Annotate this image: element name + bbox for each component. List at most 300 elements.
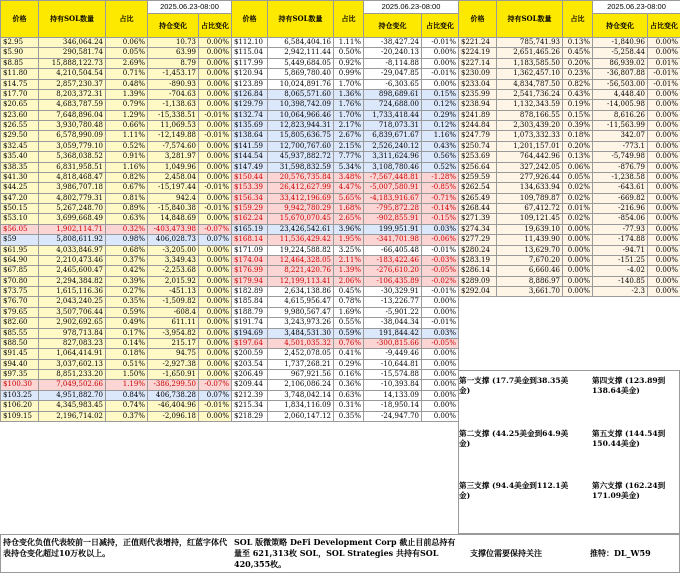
cell-holdings: 9,942,780.29 (268, 204, 334, 214)
cell-share-change: -0.05% (422, 266, 459, 276)
cell-holding-change: -608.4 (148, 307, 199, 317)
cell-holding-change: -386,299.50 (148, 380, 199, 390)
cell-holdings: 7,049,502.66 (39, 380, 106, 390)
cell-holdings: 20,576,735.84 (268, 172, 334, 182)
table-row (232, 58, 459, 68)
cell-share: 0.89% (106, 204, 148, 214)
cell-share-change: 0.12% (422, 100, 459, 110)
cell-share-change: -1.28% (422, 172, 459, 182)
cell-holding-change: -5,901.22 (364, 307, 422, 317)
cell-share-change: 0.00% (199, 193, 232, 203)
cell-share: 0.49% (106, 318, 148, 328)
cell-holdings: 2,541,736.24 (497, 89, 563, 99)
cell-holdings: 2,060,147.12 (268, 411, 334, 421)
cell-price: $138.64 (232, 131, 268, 141)
cell-share-change: 0.00% (648, 152, 680, 162)
table-row (232, 235, 459, 245)
cell-price: $268.44 (459, 204, 497, 214)
cell-holdings: 4,345,983.45 (39, 401, 106, 411)
cell-holdings: 4,818,468.47 (39, 172, 106, 182)
cell-holding-change: 1,049.96 (148, 162, 199, 172)
cell-price: $174.04 (232, 255, 268, 265)
cell-share: 0.00% (563, 255, 593, 265)
cell-price: $176.99 (232, 266, 268, 276)
cell-price: $209.44 (232, 380, 268, 390)
cell-share: 1.95% (334, 235, 364, 245)
cell-holding-change: -15,840.38 (148, 204, 199, 214)
cell-share: 0.59% (106, 307, 148, 317)
cell-share: 0.15% (563, 110, 593, 120)
cell-share: 1.68% (334, 204, 364, 214)
cell-share: 0.16% (334, 370, 364, 380)
cell-holding-change: 3,349.43 (148, 255, 199, 265)
cell-holding-change: -36,807.88 (593, 69, 648, 79)
cell-price: $147.49 (232, 162, 268, 172)
col-price: 价格 (1, 1, 39, 38)
cell-holding-change: -1,453.17 (148, 69, 199, 79)
cell-holdings: 8,221,420.76 (268, 266, 334, 276)
cell-share: 1.36% (334, 89, 364, 99)
support-4: 第四支撑 (123.89到138.64美金) (592, 376, 678, 396)
cell-holding-change: -66,405.48 (364, 245, 422, 255)
cell-share: 1.19% (106, 380, 148, 390)
cell-share: 0.00% (563, 266, 593, 276)
cell-price: $82.60 (1, 318, 39, 328)
col-price: 价格 (232, 1, 268, 38)
cell-holdings: 4,683,787.59 (39, 100, 106, 110)
support-3: 第三支撑 (94.4美金到112.1美金) (459, 481, 577, 501)
table-row (459, 58, 680, 68)
cell-holding-change: -2,927.38 (148, 359, 199, 369)
cell-share-change: -0.02% (422, 276, 459, 286)
table-row (1, 38, 232, 48)
cell-holding-change: -106,435.89 (364, 276, 422, 286)
cell-price: $224.19 (459, 48, 497, 58)
cell-holdings: 19,639.10 (497, 224, 563, 234)
cell-share: 0.05% (563, 172, 593, 182)
cell-share: 0.00% (563, 235, 593, 245)
cell-share-change: 0.00% (199, 359, 232, 369)
cell-share-change: 0.00% (199, 255, 232, 265)
support-1: 第一支撑 (17.7美金到38.35美金) (459, 376, 577, 396)
cell-holding-change: -18,950.14 (364, 401, 422, 411)
cell-holdings: 2,106,086.24 (268, 380, 334, 390)
cell-holdings: 15,805,636.75 (268, 131, 334, 141)
cell-holding-change: 14,133.09 (364, 390, 422, 400)
cell-share-change: 0.00% (648, 214, 680, 224)
table-row (232, 318, 459, 328)
cell-share: 0.43% (563, 89, 593, 99)
cell-price: $197.64 (232, 338, 268, 348)
cell-holdings: 2,902,692.65 (39, 318, 106, 328)
table-row (232, 152, 459, 162)
cell-holdings: 827,083.23 (39, 338, 106, 348)
cell-holdings: 3,699,668.49 (39, 214, 106, 224)
cell-holding-change: 8,616.26 (593, 110, 648, 120)
cell-holding-change: 10.73 (148, 38, 199, 48)
col-holdings: 持有SOL数量 (497, 1, 563, 38)
cell-share-change: 0.00% (648, 204, 680, 214)
cell-share: 1.29% (106, 110, 148, 120)
cell-holdings: 9,980,567.47 (268, 307, 334, 317)
cell-holding-change: -151.25 (593, 255, 648, 265)
cell-holding-change: -1,650.91 (148, 370, 199, 380)
cell-holdings: 45,937,882.72 (268, 152, 334, 162)
cell-price: $256.64 (459, 162, 497, 172)
cell-share: 0.02% (563, 214, 593, 224)
table-row (1, 172, 232, 182)
cell-price: $286.14 (459, 266, 497, 276)
cell-share-change: 0.12% (422, 121, 459, 131)
cell-price: $165.19 (232, 224, 268, 234)
cell-share-change: 0.00% (422, 349, 459, 359)
cell-holding-change: -2,096.18 (148, 411, 199, 421)
cell-holding-change: -24,947.70 (364, 411, 422, 421)
cell-share: 0.76% (334, 338, 364, 348)
cell-holdings: 8,065,571.60 (268, 89, 334, 99)
cell-share: 0.82% (563, 79, 593, 89)
cell-share-change: -0.01% (422, 69, 459, 79)
cell-price: $191.74 (232, 318, 268, 328)
table-row (232, 100, 459, 110)
cell-holding-change: -29,047.85 (364, 69, 422, 79)
cell-holdings: 3,059,779.10 (39, 141, 106, 151)
cell-holdings: 4,802,779.31 (39, 193, 106, 203)
cell-share: 1.16% (106, 162, 148, 172)
cell-share-change: 0.00% (199, 172, 232, 182)
cell-share-change: 0.00% (199, 328, 232, 338)
cell-price: $11.80 (1, 69, 39, 79)
table-row (232, 121, 459, 131)
cell-price: $150.44 (232, 172, 268, 182)
cell-share: 0.37% (106, 255, 148, 265)
table-row (459, 172, 680, 182)
cell-holding-change: -7,567,448.81 (364, 172, 422, 182)
table-row (232, 276, 459, 286)
cell-holdings: 277,926.44 (497, 172, 563, 182)
cell-holdings: 6,660.46 (497, 266, 563, 276)
cell-share: 0.79% (106, 100, 148, 110)
cell-price: $97.35 (1, 370, 39, 380)
cell-share-change: -0.01% (422, 245, 459, 255)
cell-holdings: 12,700,767.60 (268, 141, 334, 151)
cell-share-change: 0.00% (422, 380, 459, 390)
cell-holding-change: 611.11 (148, 318, 199, 328)
table-row (232, 380, 459, 390)
cell-holdings: 7,670.20 (497, 255, 563, 265)
table-row (232, 255, 459, 265)
table-row (232, 141, 459, 151)
cell-holding-change: 8.79 (148, 58, 199, 68)
cell-holding-change: -216.96 (593, 204, 648, 214)
cell-share: 2.65% (334, 214, 364, 224)
table-row (232, 338, 459, 348)
table-row (232, 38, 459, 48)
cell-share: 0.29% (334, 359, 364, 369)
cell-share-change: -0.01% (648, 79, 680, 89)
cell-share-change: 0.00% (648, 276, 680, 286)
table-row (459, 48, 680, 58)
cell-price: $50.15 (1, 204, 39, 214)
cell-holdings: 878,166.55 (497, 110, 563, 120)
cell-holding-change: -2,253.68 (148, 266, 199, 276)
cell-share-change: 0.00% (648, 183, 680, 193)
table-row (232, 110, 459, 120)
cell-share: 0.32% (106, 224, 148, 234)
table-row (1, 245, 232, 255)
cell-price: $100.30 (1, 380, 39, 390)
table-row (459, 100, 680, 110)
cell-share: 0.27% (106, 287, 148, 297)
cell-holdings: 5,869,780.40 (268, 69, 334, 79)
cell-share: 0.66% (106, 121, 148, 131)
table-row (232, 172, 459, 182)
cell-holding-change: -6,303.65 (364, 79, 422, 89)
table-2-body (232, 38, 459, 422)
cell-holding-change: -704.63 (148, 89, 199, 99)
cell-share-change: 0.00% (199, 287, 232, 297)
cell-share: 1.11% (334, 38, 364, 48)
footer-note-legend: 持仓变化负值代表较前一日减持，正值则代表增持，红蓝字体代表持仓变化超过10万枚以上。 (3, 537, 227, 558)
cell-price: $153.39 (232, 183, 268, 193)
cell-price: $227.14 (459, 58, 497, 68)
cell-share-change: -0.15% (422, 214, 459, 224)
cell-holdings: 346,064.24 (39, 38, 106, 48)
cell-share: 1.70% (334, 110, 364, 120)
cell-share-change: -0.01% (199, 401, 232, 411)
table-row (232, 401, 459, 411)
table-row (1, 411, 232, 421)
cell-share: 0.45% (334, 287, 364, 297)
cell-share-change: 0.00% (422, 390, 459, 400)
cell-price: $61.95 (1, 245, 39, 255)
cell-share-change: 0.00% (648, 89, 680, 99)
table-row (459, 162, 680, 172)
cell-share: 4.47% (334, 183, 364, 193)
cell-share-change: -0.01% (199, 204, 232, 214)
table-row (1, 204, 232, 214)
cell-price: $35.40 (1, 152, 39, 162)
col-holding-change: 持仓变化 (593, 14, 648, 38)
cell-share: 0.02% (563, 183, 593, 193)
cell-holdings: 4,210,504.54 (39, 69, 106, 79)
cell-share-change: 0.00% (199, 141, 232, 151)
cell-share-change: -0.01% (422, 38, 459, 48)
cell-price: $112.10 (232, 38, 268, 48)
cell-holdings: 785,741.93 (497, 38, 563, 48)
cell-holdings: 3,661.70 (497, 287, 563, 297)
cell-share: 0.06% (106, 38, 148, 48)
cell-holding-change: -56,503.00 (593, 79, 648, 89)
table-row (459, 89, 680, 99)
cell-holding-change: -341,701.98 (364, 235, 422, 245)
cell-holdings: 1,132,343.59 (497, 100, 563, 110)
cell-price: $292.04 (459, 287, 497, 297)
cell-price: $159.29 (232, 204, 268, 214)
table-row (232, 370, 459, 380)
cell-holding-change: 215.17 (148, 338, 199, 348)
cell-price: $76.70 (1, 297, 39, 307)
cell-share-change: 0.00% (199, 38, 232, 48)
table-row (459, 121, 680, 131)
cell-holdings: 10,024,891.76 (268, 79, 334, 89)
cell-price: $238.94 (459, 100, 497, 110)
cell-price: $73.75 (1, 287, 39, 297)
table-row (459, 255, 680, 265)
cell-price: $132.74 (232, 110, 268, 120)
cell-share: 0.41% (334, 349, 364, 359)
table-row (459, 235, 680, 245)
cell-share-change: 0.00% (648, 245, 680, 255)
cell-holdings: 134,633.94 (497, 183, 563, 193)
cell-holding-change: 14,848.69 (148, 214, 199, 224)
cell-share-change: 0.00% (648, 141, 680, 151)
cell-share-change: 0.07% (199, 235, 232, 245)
cell-price: $271.39 (459, 214, 497, 224)
cell-holdings: 11,536,429.42 (268, 235, 334, 245)
cell-price: $5.90 (1, 48, 39, 58)
cell-share: 0.14% (106, 338, 148, 348)
date-header: 2025.06.23-08:00 (148, 1, 232, 14)
cell-holdings: 2,452,078.05 (268, 349, 334, 359)
table-row (232, 162, 459, 172)
cell-holding-change: -4.02 (593, 266, 648, 276)
cell-price: $53.10 (1, 214, 39, 224)
cell-share-change: 0.15% (422, 89, 459, 99)
col-holdings: 持有SOL数量 (39, 1, 106, 38)
cell-holding-change: -854.06 (593, 214, 648, 224)
cell-price: $206.49 (232, 370, 268, 380)
cell-share-change: 0.00% (422, 359, 459, 369)
table-row (232, 48, 459, 58)
cell-holdings: 290,581.74 (39, 48, 106, 58)
table-row (1, 121, 232, 131)
cell-share-change: 0.00% (422, 370, 459, 380)
cell-price: $289.09 (459, 276, 497, 286)
cell-share: 0.91% (106, 152, 148, 162)
cell-holdings: 2,294,384.82 (39, 276, 106, 286)
cell-share: 0.74% (106, 401, 148, 411)
table-row (1, 349, 232, 359)
table-row (1, 276, 232, 286)
cell-share: 0.00% (563, 276, 593, 286)
cell-share: 1.11% (106, 131, 148, 141)
cell-share: 1.50% (106, 370, 148, 380)
col-holding-change: 持仓变化 (364, 14, 422, 38)
cell-price: $26.55 (1, 121, 39, 131)
cell-holding-change: 942.4 (148, 193, 199, 203)
cell-holdings: 3,930,780.48 (39, 121, 106, 131)
cell-holding-change: -46,404.96 (148, 401, 199, 411)
cell-share: 0.18% (563, 131, 593, 141)
cell-price: $250.74 (459, 141, 497, 151)
cell-holdings: 1,183,585.50 (497, 58, 563, 68)
table-row (1, 266, 232, 276)
table-row (1, 328, 232, 338)
cell-holdings: 1,834,116.09 (268, 401, 334, 411)
cell-share: 2.67% (334, 131, 364, 141)
cell-holdings: 2,651,465.26 (497, 48, 563, 58)
cell-holdings: 3,748,042.14 (268, 390, 334, 400)
cell-share-change: 0.00% (199, 338, 232, 348)
cell-holdings: 109,789.87 (497, 193, 563, 203)
cell-holdings: 8,203,372.31 (39, 89, 106, 99)
cell-holdings: 12,199,113.41 (268, 276, 334, 286)
cell-price: $38.35 (1, 162, 39, 172)
table-1-body (1, 38, 232, 422)
cell-holding-change: -902,855.91 (364, 214, 422, 224)
cell-share: 0.31% (334, 401, 364, 411)
table-row (459, 224, 680, 234)
cell-price: $67.85 (1, 266, 39, 276)
price-table-1 (0, 0, 232, 422)
cell-share: 3.25% (334, 245, 364, 255)
cell-holdings: 8,886.97 (497, 276, 563, 286)
cell-share-change: 0.00% (422, 48, 459, 58)
cell-holdings: 109,121.45 (497, 214, 563, 224)
col-share: 占比 (563, 1, 593, 38)
table-row (1, 193, 232, 203)
col-share-change: 占比变化 (422, 14, 459, 38)
table-row (1, 48, 232, 58)
cell-holdings: 2,043,240.25 (39, 297, 106, 307)
cell-share: 0.84% (106, 390, 148, 400)
cell-share: 0.59% (334, 328, 364, 338)
cell-share-change: -0.06% (422, 235, 459, 245)
cell-holding-change: -15,338.51 (148, 110, 199, 120)
cell-holding-change: -8,114.88 (364, 58, 422, 68)
cell-holdings: 11,439.90 (497, 235, 563, 245)
cell-share-change: 0.00% (199, 349, 232, 359)
cell-price: $280.24 (459, 245, 497, 255)
cell-holding-change: 11,069.53 (148, 121, 199, 131)
table-row (459, 131, 680, 141)
cell-holding-change: 4,448.40 (593, 89, 648, 99)
cell-holding-change: -1,138.63 (148, 100, 199, 110)
cell-holdings: 31,598,832.59 (268, 162, 334, 172)
cell-price: $32.45 (1, 141, 39, 151)
cell-holdings: 4,033,846.97 (39, 245, 106, 255)
cell-holding-change: 3,108,780.46 (364, 162, 422, 172)
cell-holdings: 2,465,600.47 (39, 266, 106, 276)
cell-share-change: -0.01% (199, 110, 232, 120)
cell-holdings: 1,064,414.91 (39, 349, 106, 359)
cell-holdings: 12,823,944.31 (268, 121, 334, 131)
cell-share: 1.76% (334, 100, 364, 110)
cell-share: 1.39% (106, 89, 148, 99)
cell-holdings: 2,196,714.02 (39, 411, 106, 421)
cell-share: 0.50% (334, 48, 364, 58)
cell-holding-change: -11,563.99 (593, 121, 648, 131)
cell-share: 0.68% (106, 245, 148, 255)
cell-holdings: 10,064,966.46 (268, 110, 334, 120)
table-row (1, 297, 232, 307)
cell-holding-change: -1,840.96 (593, 38, 648, 48)
cell-price: $106.20 (1, 401, 39, 411)
cell-share: 0.02% (563, 193, 593, 203)
cell-share-change: 0.00% (648, 100, 680, 110)
cell-share-change: -0.01% (422, 287, 459, 297)
footer-author: 推特：DL_W59 (590, 548, 651, 558)
cell-holdings: 26,412,627.99 (268, 183, 334, 193)
cell-holdings: 33,412,196.69 (268, 193, 334, 203)
cell-holdings: 4,951,882.70 (39, 390, 106, 400)
table-row (232, 183, 459, 193)
cell-price: $88.50 (1, 338, 39, 348)
cell-holding-change: 94.75 (148, 349, 199, 359)
table-row (1, 141, 232, 151)
cell-price: $218.29 (232, 411, 268, 421)
